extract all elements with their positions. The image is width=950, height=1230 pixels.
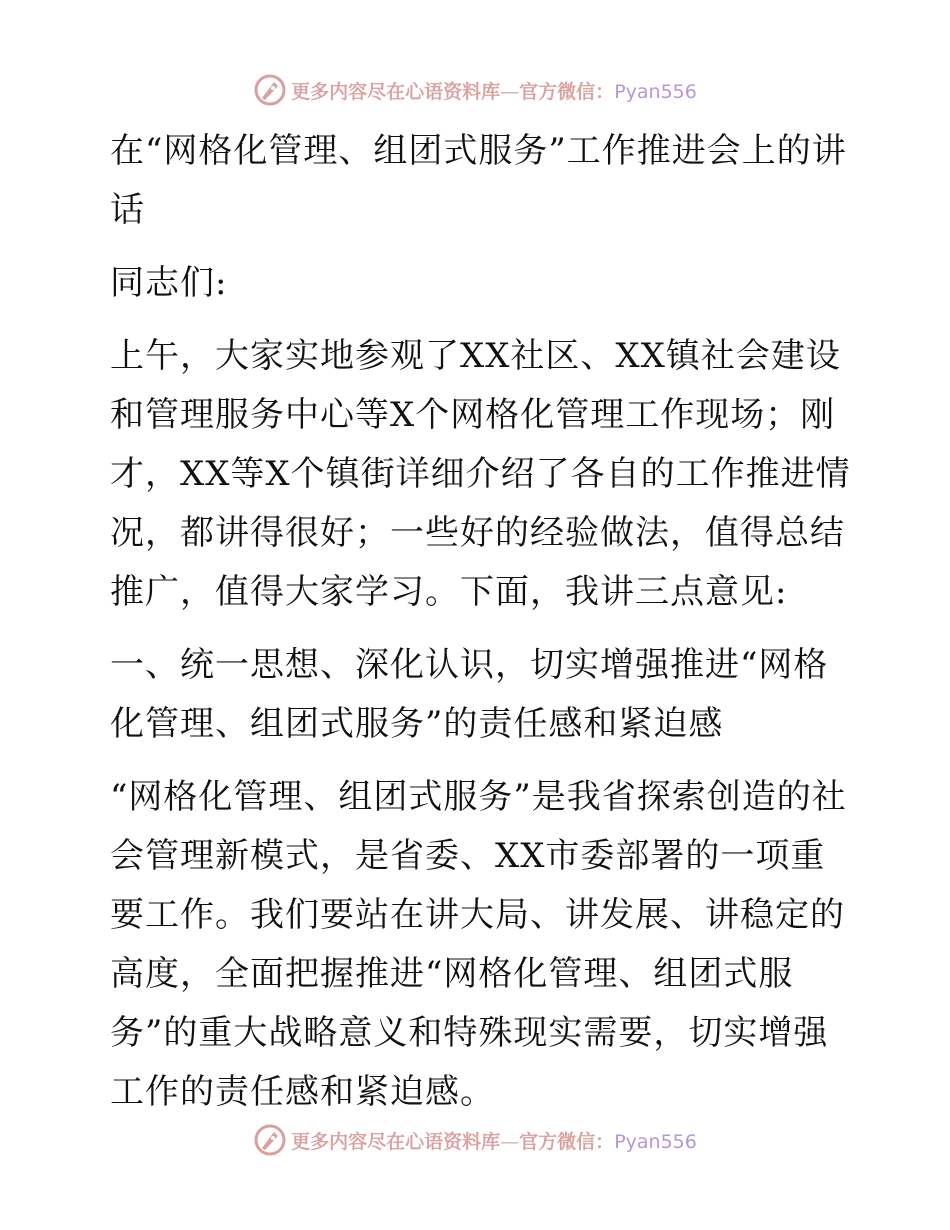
watermark-text: 更多内容尽在心语资料库—官方微信：Pyan556 xyxy=(291,1130,697,1153)
section-heading-1: 一、统一思想、深化认识，切实增强推进“网格化管理、组团式服务”的责任感和紧迫感 xyxy=(110,645,829,744)
document-body xyxy=(98,122,858,1136)
greeting: 同志们: xyxy=(110,263,228,303)
document-title: 在“网格化管理、组团式服务”工作推进会上的讲话 xyxy=(110,131,847,230)
pen-nib-logo-icon xyxy=(253,73,287,107)
footer-watermark xyxy=(0,1120,950,1160)
paragraph-section-1: “网格化管理、组团式服务”是我省探索创造的社会管理新模式，是省委、XX市委部署的一项重要工作。我们要站在讲大局、讲发展、讲稳定的高度，全面把握推进“网格化管理、组团式服务”的重大战略意义和特殊现实需要，切实增强工作的责任感和紧迫感。 xyxy=(110,777,847,1112)
header-watermark xyxy=(0,70,950,110)
paragraph-intro: 上午，大家实地参观了XX社区、XX镇社会建设和管理服务中心等X个网格化管理工作现场；刚才，XX等X个镇街详细介绍了各自的工作推进情况，都讲得很好；一些好的经验做法，值得总结推广，值得大家学习。下面，我讲三点意见: xyxy=(110,336,851,612)
watermark-text: 更多内容尽在心语资料库—官方微信：Pyan556 xyxy=(291,80,697,103)
pen-nib-logo-icon xyxy=(253,1123,287,1157)
